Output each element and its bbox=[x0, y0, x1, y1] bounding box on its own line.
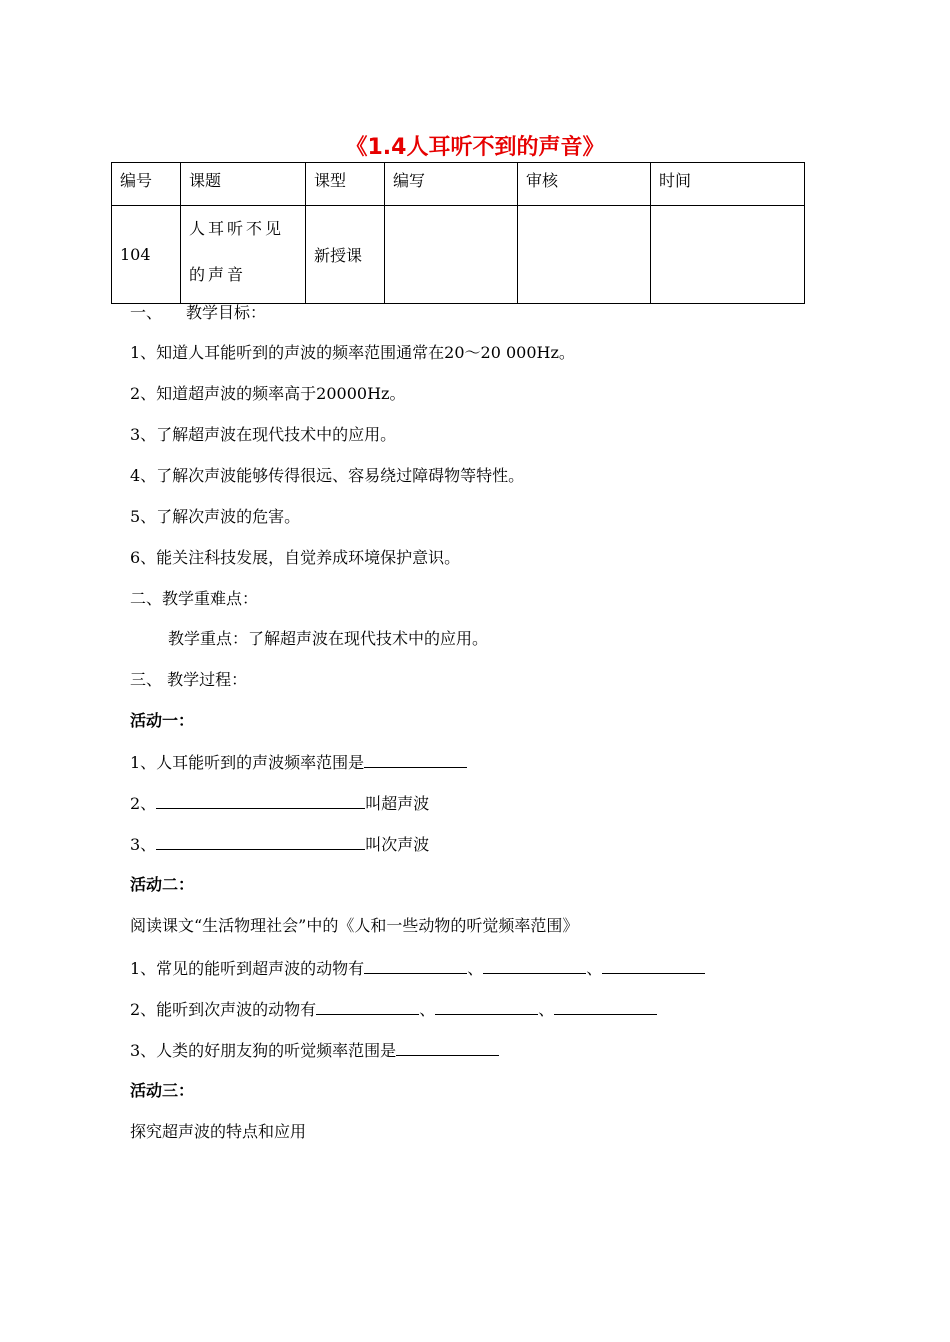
activity2-heading: 活动二： bbox=[130, 875, 195, 894]
answer-blank[interactable] bbox=[602, 957, 705, 974]
activity1-question-2 bbox=[130, 792, 429, 815]
activity1-heading: 活动一： bbox=[130, 711, 195, 730]
header-number: 编号 bbox=[112, 163, 181, 206]
objective-5: 5、了解次声波的危害。 bbox=[130, 507, 301, 526]
answer-blank[interactable] bbox=[364, 751, 467, 768]
question-text: 叫超声波 bbox=[365, 794, 430, 813]
activity1-question-3 bbox=[130, 833, 429, 856]
header-type: 课型 bbox=[306, 163, 385, 206]
question-text: 2、能听到次声波的动物有 bbox=[130, 1000, 317, 1019]
answer-blank[interactable] bbox=[396, 1039, 499, 1056]
objective-3: 3、了解超声波在现代技术中的应用。 bbox=[130, 425, 397, 444]
objective-1: 1、知道人耳能听到的声波的频率范围通常在20～20 000Hz。 bbox=[130, 343, 575, 362]
teaching-focus: 教学重点：了解超声波在现代技术中的应用。 bbox=[168, 629, 489, 648]
header-author: 编写 bbox=[385, 163, 518, 206]
answer-blank[interactable] bbox=[316, 998, 419, 1015]
separator: 、 bbox=[538, 1000, 555, 1019]
question-text: 1、常见的能听到超声波的动物有 bbox=[130, 959, 365, 978]
activity2-question-2 bbox=[130, 998, 657, 1021]
activity1-question-1 bbox=[130, 751, 467, 774]
table-row bbox=[112, 206, 805, 304]
section2-heading: 二、教学重难点： bbox=[130, 589, 259, 608]
answer-blank[interactable] bbox=[554, 998, 657, 1015]
separator: 、 bbox=[586, 959, 603, 978]
separator: 、 bbox=[467, 959, 484, 978]
activity3-text: 探究超声波的特点和应用 bbox=[130, 1122, 307, 1141]
section1-heading: 一、 教学目标： bbox=[130, 303, 267, 322]
answer-blank[interactable] bbox=[364, 957, 467, 974]
activity2-question-3 bbox=[130, 1039, 499, 1062]
answer-blank[interactable] bbox=[156, 833, 365, 850]
question-text: 叫次声波 bbox=[365, 835, 430, 854]
cell-number: 104 bbox=[112, 206, 181, 304]
cell-reviewer bbox=[518, 206, 651, 304]
cell-time bbox=[651, 206, 805, 304]
separator: 、 bbox=[419, 1000, 436, 1019]
activity3-heading: 活动三： bbox=[130, 1081, 195, 1100]
activity2-intro: 阅读课文“生活物理社会”中的《人和一些动物的听觉频率范围》 bbox=[130, 916, 579, 935]
cell-topic: 人耳听不见的声音 bbox=[181, 206, 306, 304]
objective-4: 4、了解次声波能够传得很远、容易绕过障碍物等特性。 bbox=[130, 466, 525, 485]
table-header-row bbox=[112, 163, 805, 206]
question-number: 2、 bbox=[130, 794, 157, 813]
header-reviewer: 审核 bbox=[518, 163, 651, 206]
header-time: 时间 bbox=[651, 163, 805, 206]
section3-heading: 三、 教学过程： bbox=[130, 670, 248, 689]
question-text: 1、人耳能听到的声波频率范围是 bbox=[130, 753, 365, 772]
answer-blank[interactable] bbox=[156, 792, 365, 809]
question-number: 3、 bbox=[130, 835, 157, 854]
activity2-question-1 bbox=[130, 957, 705, 980]
cell-type: 新授课 bbox=[306, 206, 385, 304]
answer-blank[interactable] bbox=[483, 957, 586, 974]
lesson-info-table bbox=[111, 162, 805, 304]
question-text: 3、人类的好朋友狗的听觉频率范围是 bbox=[130, 1041, 397, 1060]
document-title: 《1.4人耳听不到的声音》 bbox=[345, 135, 605, 160]
header-topic: 课题 bbox=[181, 163, 306, 206]
answer-blank[interactable] bbox=[435, 998, 538, 1015]
cell-author bbox=[385, 206, 518, 304]
objective-6: 6、能关注科技发展，自觉养成环境保护意识。 bbox=[130, 548, 461, 567]
objective-2: 2、知道超声波的频率高于20000Hz。 bbox=[130, 384, 406, 403]
